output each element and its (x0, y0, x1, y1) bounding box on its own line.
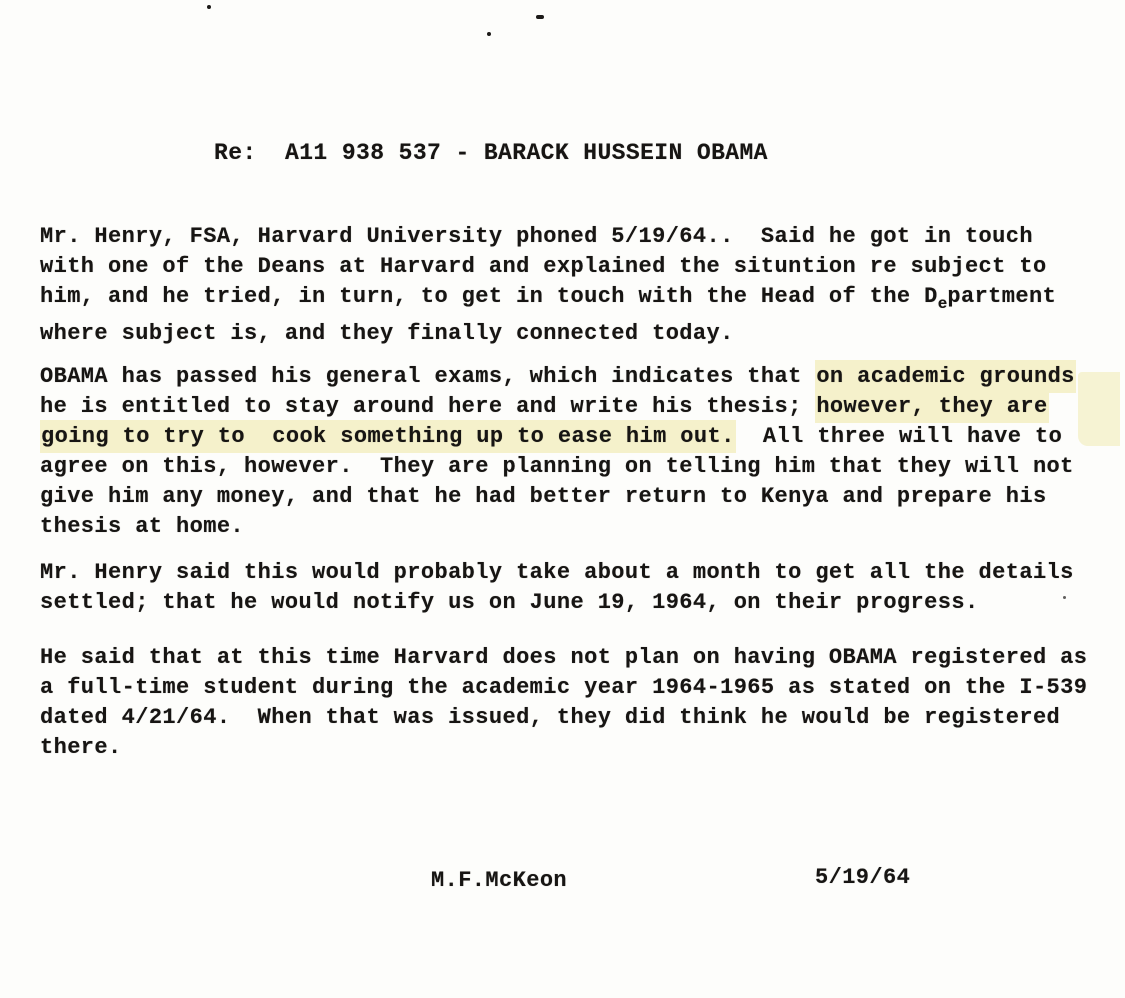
paragraph-phone-call (40, 222, 1056, 349)
highlighted-text: on academic grounds (815, 360, 1075, 393)
text-line: settled; that he would notify us on June 19, 1964, on their progress. (40, 590, 979, 615)
text-line: agree on this, however. They are planning on telling him that they will not (40, 454, 1074, 479)
scan-speck (487, 32, 491, 36)
paragraph-timeline (40, 558, 1074, 618)
paragraph-registration (40, 643, 1087, 763)
highlight-margin-smear (1078, 372, 1120, 446)
subject-line: Re: A11 938 537 - BARACK HUSSEIN OBAMA (214, 140, 768, 166)
highlighted-text: going to try to cook something up to ease him out. (40, 420, 736, 453)
text-line: with one of the Deans at Harvard and explained the situntion re subject to (40, 254, 1047, 279)
scan-speck (207, 5, 211, 9)
text-line (40, 362, 1076, 392)
text-segment: partment (947, 284, 1057, 309)
typewriter-subscript-e: e (937, 295, 948, 313)
text-line: give him any money, and that he had better return to Kenya and prepare his (40, 484, 1047, 509)
text-line (40, 422, 1076, 452)
scan-speck (536, 15, 544, 19)
text-line (40, 282, 1056, 319)
highlighted-text: however, they are (815, 390, 1048, 423)
text-line (40, 392, 1076, 422)
signature-name: M.F.McKeon (431, 868, 568, 893)
text-line: Mr. Henry, FSA, Harvard University phoned 5/19/64.. Said he got in touch (40, 224, 1033, 249)
text-line: He said that at this time Harvard does not plan on having OBAMA registered as (40, 645, 1088, 670)
text-line: where subject is, and they finally connected today. (40, 321, 734, 346)
text-segment: All three will have to (735, 424, 1063, 449)
text-line: there. (40, 735, 122, 760)
text-segment: he is entitled to stay around here and write his thesis; (40, 394, 816, 419)
text-line: Mr. Henry said this would probably take about a month to get all the details (40, 560, 1074, 585)
text-line: a full-time student during the academic year 1964-1965 as stated on the I-539 (40, 675, 1088, 700)
paragraph-exams-highlighted (40, 362, 1076, 542)
memo-date: 5/19/64 (815, 865, 911, 890)
text-line: thesis at home. (40, 514, 245, 539)
text-segment: OBAMA has passed his general exams, which indicates that (40, 364, 816, 389)
text-line: dated 4/21/64. When that was issued, they did think he would be registered (40, 705, 1061, 730)
text-segment: him, and he tried, in turn, to get in touch with the Head of the D (40, 284, 938, 309)
